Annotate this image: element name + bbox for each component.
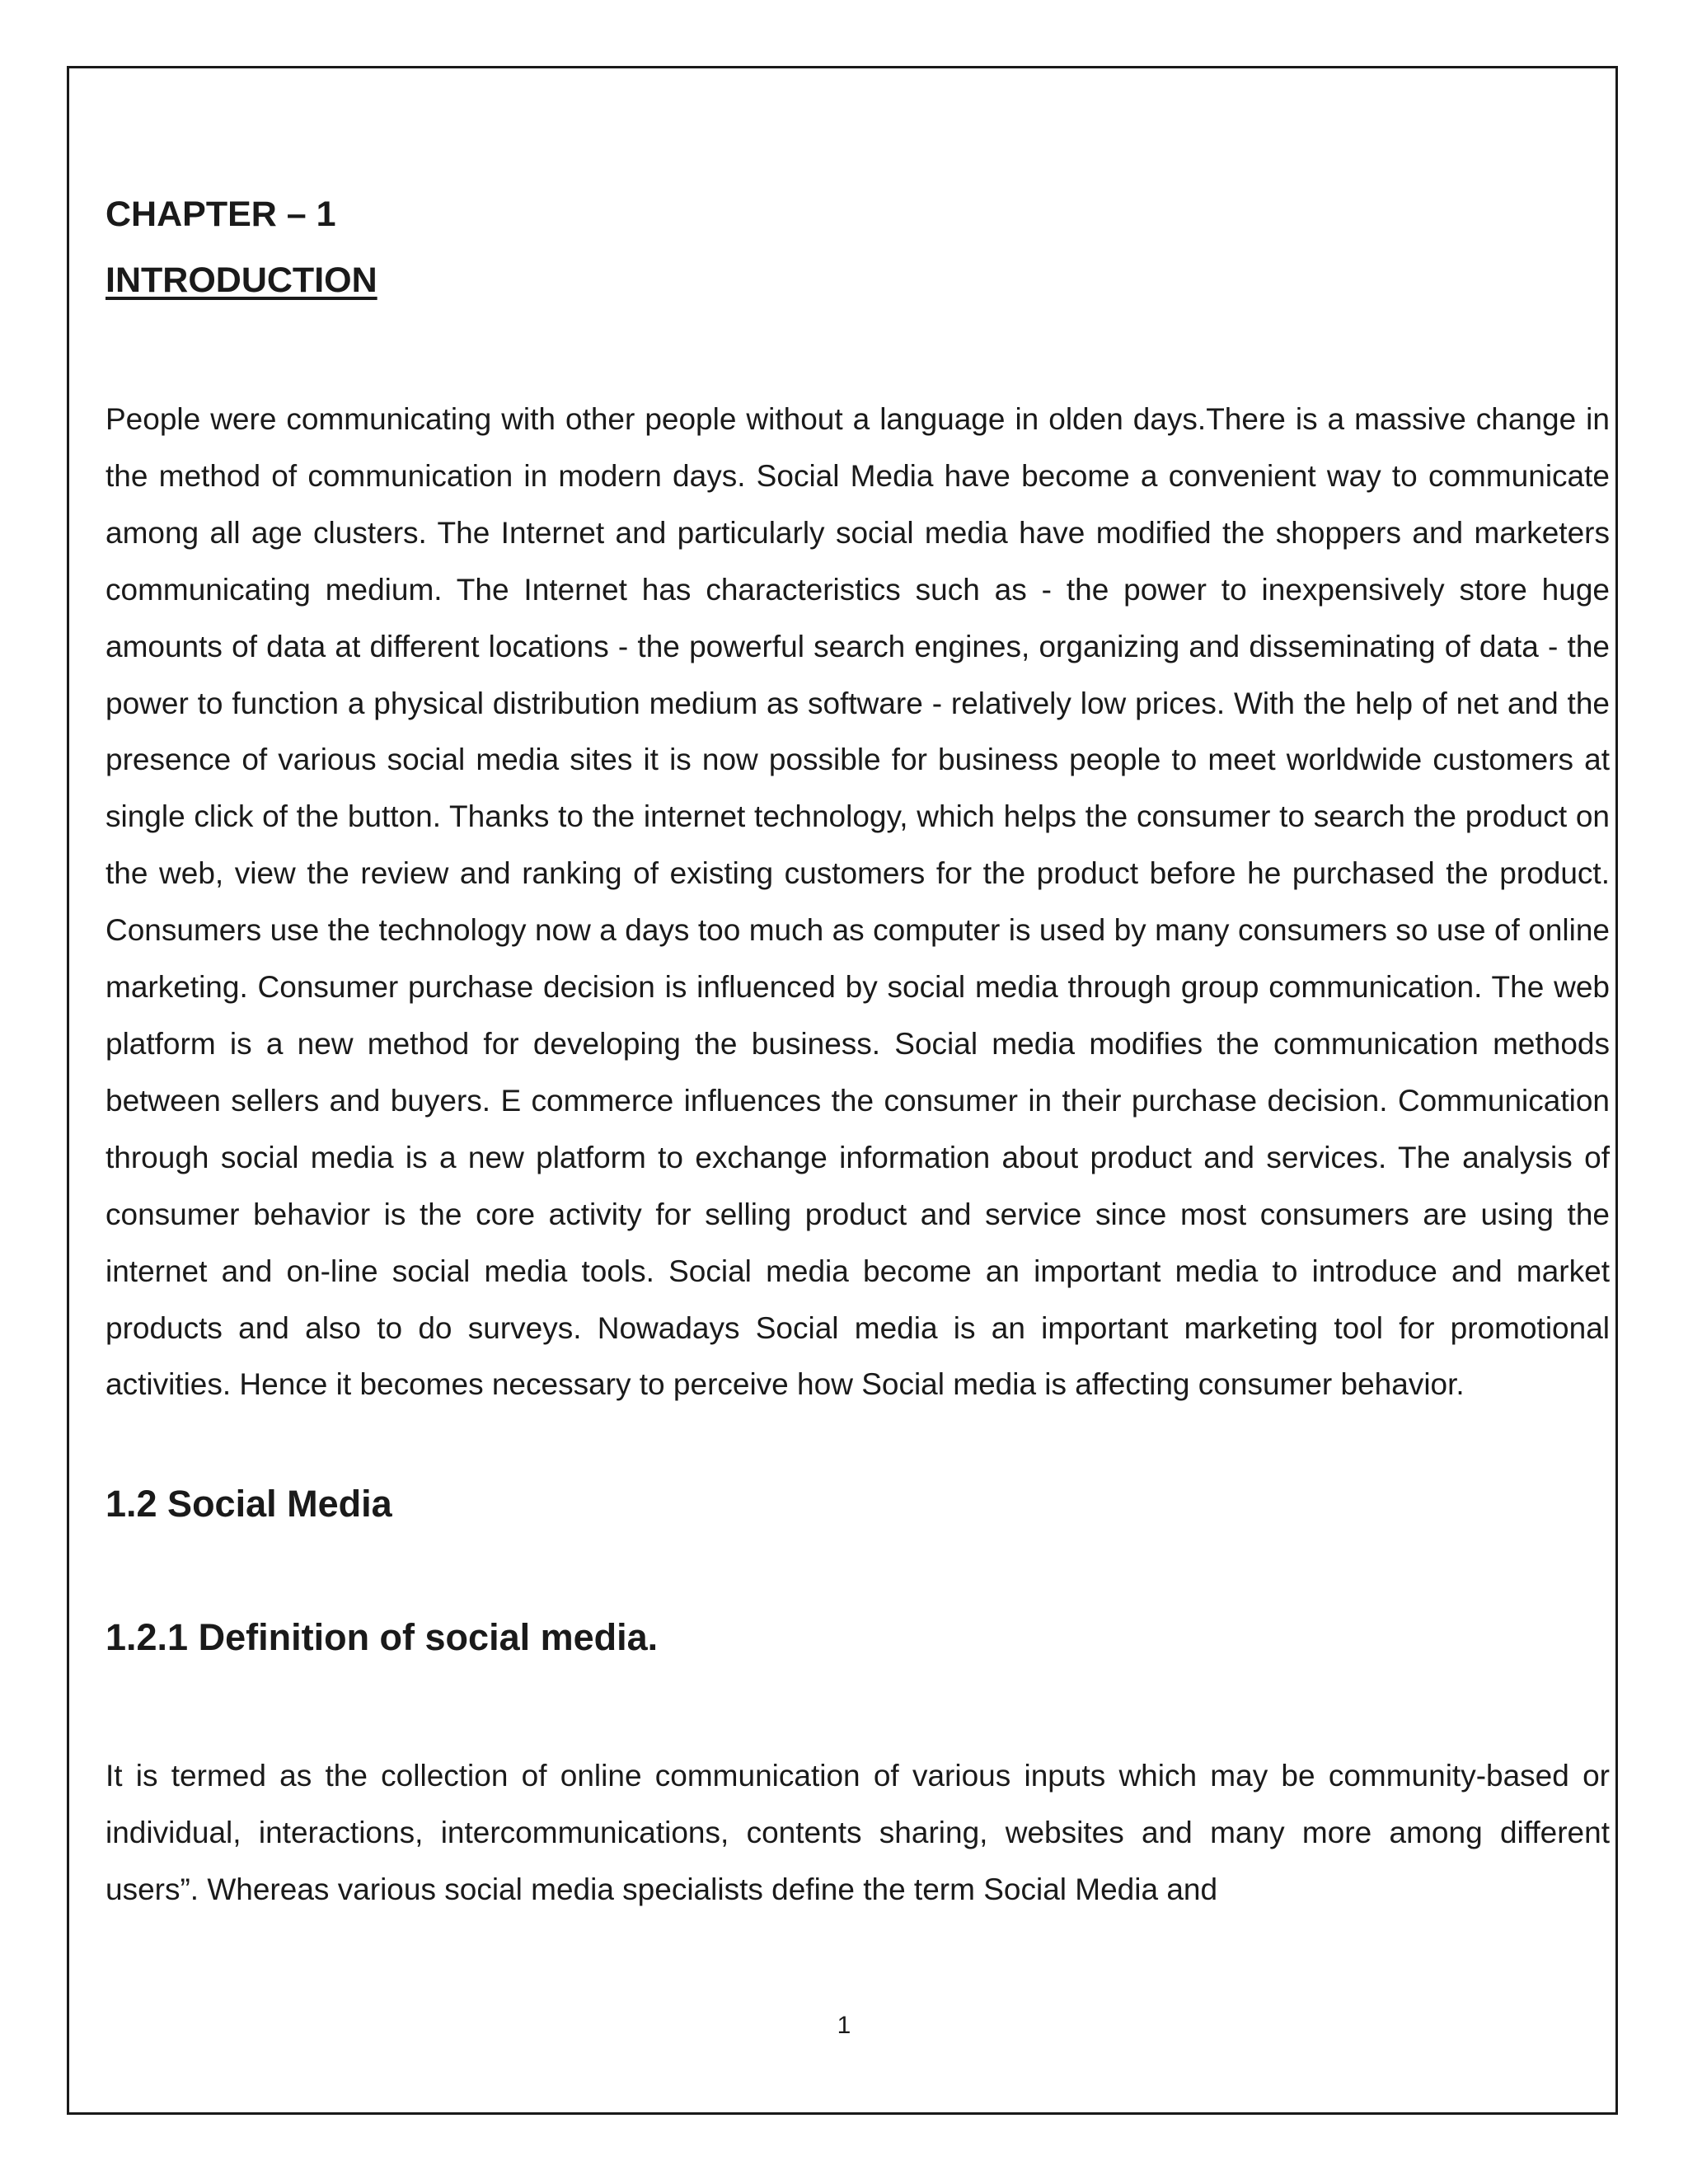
page-number: 1 [837,2012,851,2039]
definition-paragraph: It is termed as the collection of online communication of various inputs which may be community-based or individual, interactions, intercommunications, contents sharing, websites and many more among different users”. Whereas various social media specialists define the term Social Media and [106,1759,1610,1907]
subsection-heading: 1.2.1 Definition of social media. [106,1616,659,1659]
intro-paragraph: People were communicating with other people without a language in olden days.There is a massive change in the method of communication in modern days. Social Media have become a convenient way to communicate among all age clusters. The Internet and particularly social media have modified the shoppers and marketers communicating medium. The Internet has characteristics such as - the power to inexpensively store huge amounts of data at different locations - the powerful search engines, organizing and disseminating of data - the power to function a physical distribution medium as software - relatively low prices. With the help of net and the presence of various social media sites it is now possible for business people to meet worldwide customers at single click of the button. Thanks to the internet technology, which helps the consumer to search the product on the web, view the review and ranking of existing customers for the product before he purchased the product. Consumers use the technology now a days too much as computer is used by many consumers so use of online marketing. Consumer purchase decision is influenced by social media through group communication. The web platform is a new method for developing the business. Social media modifies the communication methods between sellers and buyers. E commerce influences the consumer in their purchase decision. Communication through social media is a new platform to exchange information about product and services. The analysis of consumer behavior is the core activity for selling product and service since most consumers are using the internet and on-line social media tools. Social media become an important media to introduce and market products and also to do surveys. Nowadays Social media is an important marketing tool for promotional activities. Hence it becomes necessary to perceive how Social media is affecting consumer behavior. [106,402,1610,1402]
chapter-title: INTRODUCTION [106,260,377,300]
chapter-label: CHAPTER – 1 [106,194,336,234]
page-content [106,181,1610,1919]
section-heading: 1.2 Social Media [106,1483,392,1526]
